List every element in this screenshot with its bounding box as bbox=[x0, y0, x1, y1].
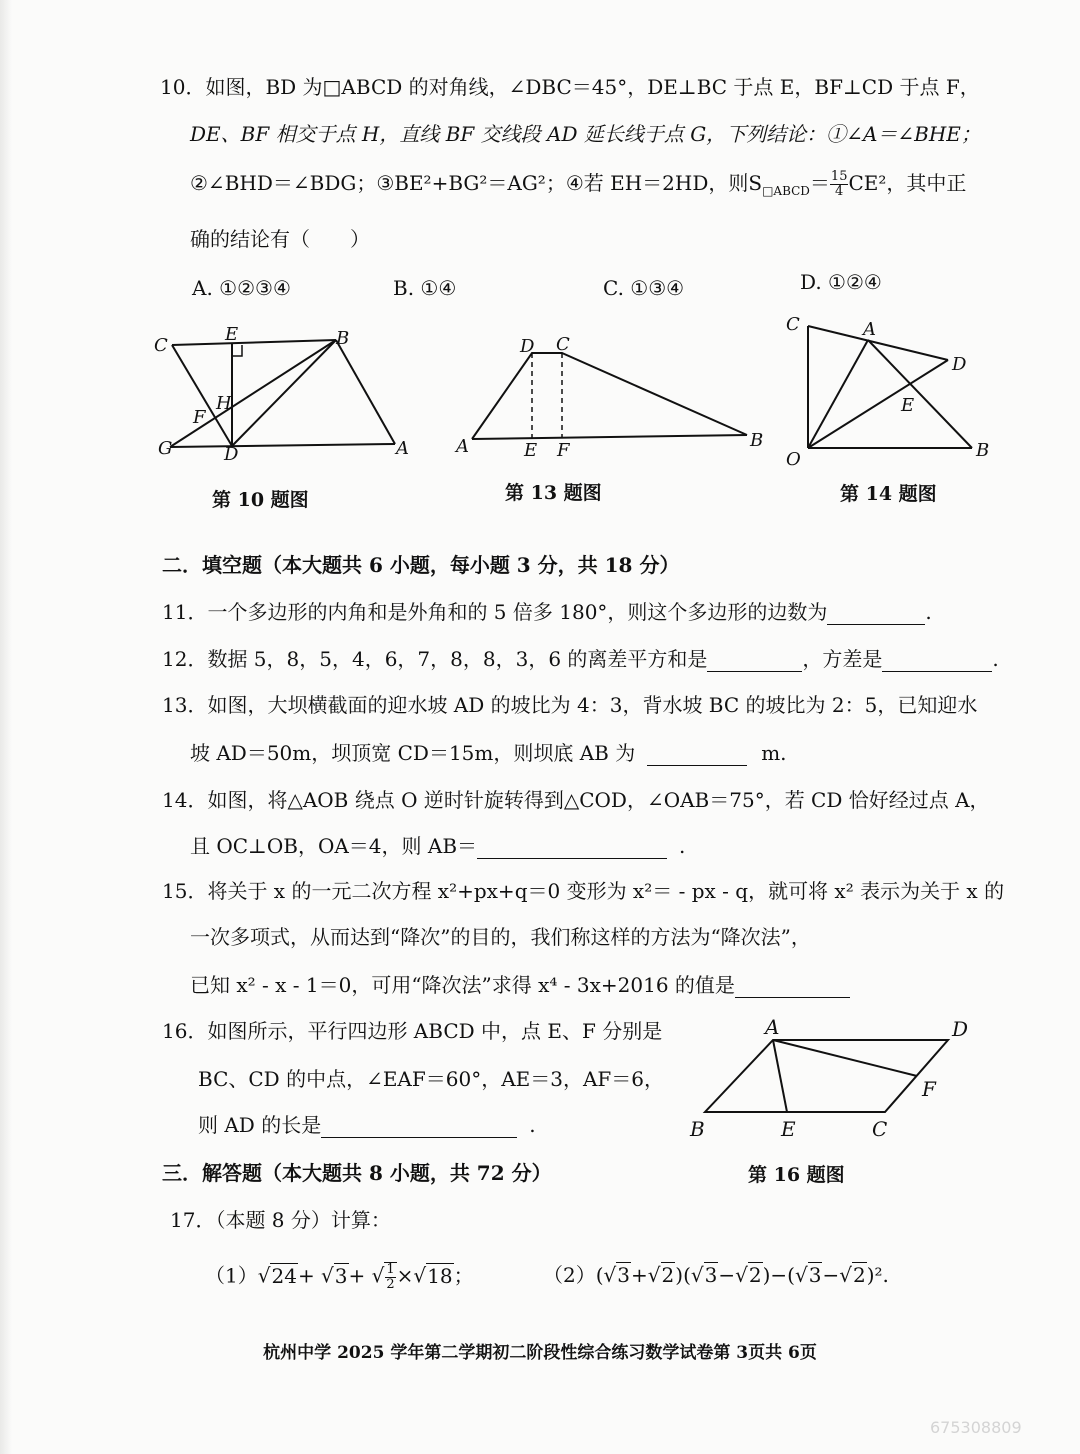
fig10-segment-bd bbox=[232, 340, 336, 446]
q13-line2 bbox=[190, 740, 787, 766]
fig10-label-f: F bbox=[193, 407, 206, 428]
fig16-segment-ae bbox=[773, 1040, 787, 1112]
q10-line3 bbox=[190, 170, 966, 204]
q17-p2-sqrt2-a: 2 bbox=[661, 1263, 675, 1287]
fig13-label-e: E bbox=[524, 440, 538, 461]
fig10-label-g: G bbox=[158, 438, 173, 459]
q14-answer-blank[interactable] bbox=[477, 838, 667, 859]
q13-line1: 13．如图，大坝横截面的迎水坡 AD 的坡比为 4：3，背水坡 BC 的坡比为 2：5，已知迎水 bbox=[162, 693, 978, 717]
fig10-label-e: E bbox=[225, 324, 239, 345]
q16-line3 bbox=[198, 1112, 536, 1138]
fig10-segment-bg bbox=[170, 340, 336, 447]
q10-line3-end: CE²，其中正 bbox=[848, 171, 967, 195]
q13-answer-blank[interactable] bbox=[647, 745, 747, 766]
fig14-label-c: C bbox=[786, 314, 800, 335]
fig13-label-c: C bbox=[556, 334, 570, 355]
q17-p2-sqrt2-c: 2 bbox=[852, 1263, 866, 1287]
fig10-segment-cb bbox=[172, 340, 336, 345]
figure-14 bbox=[780, 310, 1000, 470]
q13-line2-text: 坡 AD＝50m，坝顶宽 CD＝15m，则坝底 AB 为 bbox=[190, 741, 636, 765]
q14-line2-text: 且 OC⊥OB，OA＝4，则 AB＝ bbox=[190, 834, 478, 858]
q16-line1: 16．如图所示，平行四边形 ABCD 中，点 E、F 分别是 bbox=[162, 1019, 663, 1043]
q14-line1: 14．如图，将△AOB 绕点 O 逆时针旋转得到△COD，∠OAB＝75°，若 CD 恰好经过点 A， bbox=[162, 788, 990, 812]
figure-13 bbox=[450, 328, 770, 463]
fig16-segment-af bbox=[773, 1040, 917, 1076]
q17-p1-end: ； bbox=[453, 1263, 474, 1288]
fig14-label-e: E bbox=[901, 395, 915, 416]
q17-title: 17．（本题 8 分）计算： bbox=[170, 1208, 391, 1232]
page-footer: 杭州中学 2025 学年第二学期初二阶段性综合练习数学试卷第 3页共 6页 bbox=[263, 1343, 817, 1363]
q10-option-b[interactable]: B. ①④ bbox=[393, 276, 457, 300]
q17-part1: （1）√24+ √3+ √ $\frac{1}{2}$ ×√18； bbox=[205, 1262, 474, 1292]
fig14-segment-oa bbox=[808, 340, 868, 448]
q16-end: . bbox=[529, 1113, 536, 1137]
q11-end: . bbox=[925, 600, 932, 624]
q17-p2-sqrt3-c: 3 bbox=[808, 1263, 822, 1287]
q12-answer-blank-1[interactable] bbox=[707, 651, 802, 672]
q12-mid: ，方差是 bbox=[802, 647, 883, 671]
q17-p1-half-den: 2 bbox=[386, 1277, 395, 1292]
q12-text: 12．数据 5，8，5，4，6，7，8，8，3，6 的离差平方和是 bbox=[162, 647, 708, 671]
fig16-label-b: B bbox=[690, 1117, 705, 1141]
q17-p1-sqrt24: 24 bbox=[271, 1263, 297, 1288]
q12-answer-blank-2[interactable] bbox=[882, 651, 992, 672]
fig13-label-d: D bbox=[520, 336, 535, 357]
figure-16 bbox=[680, 1010, 980, 1145]
fig16-label-e: E bbox=[781, 1117, 796, 1141]
fig10-label-b: B bbox=[336, 328, 350, 349]
watermark-id: 675308809 bbox=[930, 1418, 1022, 1437]
q17-p2-label: （2） bbox=[543, 1263, 596, 1287]
fig14-segment-od bbox=[808, 360, 948, 448]
fig10-segment-ga bbox=[170, 444, 395, 447]
q14-end: . bbox=[679, 834, 686, 858]
q10-line4: 确的结论有（ ） bbox=[190, 227, 370, 251]
q10-area-subscript: □ABCD bbox=[762, 184, 810, 198]
fig14-label-o: O bbox=[786, 449, 801, 470]
q10-option-d[interactable]: D. ①②④ bbox=[800, 270, 882, 294]
q17-p1-sqrt18: 18 bbox=[427, 1263, 453, 1288]
fig10-label-d: D bbox=[224, 444, 239, 465]
fig14-label-d: D bbox=[952, 354, 967, 375]
fig16-label-d: D bbox=[952, 1017, 969, 1041]
q15-answer-blank[interactable] bbox=[735, 977, 850, 998]
fig10-right-angle-mark bbox=[232, 345, 242, 356]
fig10-label-c: C bbox=[154, 335, 168, 356]
q16-line2: BC、CD 的中点，∠EAF＝60°，AE＝3，AF＝6， bbox=[198, 1067, 665, 1091]
q17-p2-sqrt2-b: 2 bbox=[748, 1263, 762, 1287]
section3-title: 三．解答题（本大题共 8 小题，共 72 分） bbox=[162, 1161, 552, 1185]
fig10-segment-ba bbox=[336, 340, 395, 444]
q15-line3-text: 已知 x² - x - 1＝0，可用“降次法”求得 x⁴ - 3x+2016 的值是 bbox=[190, 973, 735, 997]
q10-line1: 10．如图，BD 为□ABCD 的对角线，∠DBC＝45°，DE⊥BC 于点 E，BF⊥CD 于点 F， bbox=[160, 75, 980, 99]
fig16-caption: 第 16 题图 bbox=[748, 1164, 845, 1186]
fig13-caption: 第 13 题图 bbox=[505, 482, 602, 504]
fig13-label-b: B bbox=[750, 430, 764, 451]
fig13-label-a: A bbox=[456, 436, 469, 457]
fig14-label-a: A bbox=[863, 319, 876, 340]
fig10-label-h: H bbox=[216, 393, 232, 414]
q17-p1-sqrt3: 3 bbox=[334, 1263, 348, 1288]
figure-10 bbox=[150, 320, 420, 470]
q17-p2-sqrt3-b: 3 bbox=[704, 1263, 718, 1287]
q12 bbox=[162, 646, 999, 672]
q10-frac-num: 15 bbox=[830, 169, 848, 184]
q10-fraction bbox=[830, 170, 849, 199]
q13-unit: m. bbox=[761, 741, 787, 765]
q16-line3-text: 则 AD 的长是 bbox=[198, 1113, 322, 1137]
q10-option-c[interactable]: C. ①③④ bbox=[603, 276, 685, 300]
q10-equals: ＝ bbox=[809, 171, 830, 195]
fig16-label-a: A bbox=[765, 1015, 780, 1039]
q10-line2: DE、BF 相交于点 H，直线 BF 交线段 AD 延长线于点 G，下列结论：①∠A＝∠BHE； bbox=[190, 122, 981, 146]
fig16-label-c: C bbox=[872, 1117, 888, 1141]
q17-part2: （2）(√3+√2)(√3−√2)−(√3−√2)². bbox=[543, 1263, 889, 1287]
fig16-label-f: F bbox=[922, 1077, 936, 1101]
q17-p1-sqrt-half bbox=[384, 1262, 396, 1292]
q11 bbox=[162, 599, 932, 625]
q11-text: 11．一个多边形的内角和是外角和的 5 倍多 180°，则这个多边形的边数为 bbox=[162, 600, 828, 624]
fig14-label-b: B bbox=[976, 440, 990, 461]
fig14-caption: 第 14 题图 bbox=[840, 483, 937, 505]
section2-title: 二．填空题（本大题共 6 小题，每小题 3 分，共 18 分） bbox=[162, 553, 680, 577]
q15-line1: 15．将关于 x 的一元二次方程 x²+px+q＝0 变形为 x²＝ - px - q，就可将 x² 表示为关于 x 的 bbox=[162, 879, 1005, 903]
fig16-parallelogram-abcd bbox=[705, 1040, 948, 1112]
fig13-dam-outline bbox=[472, 353, 747, 439]
fig10-label-a: A bbox=[396, 438, 409, 459]
q17-p1-half-num: 1 bbox=[386, 1262, 395, 1277]
fig14-segment-cd bbox=[808, 326, 948, 360]
fig13-base-ab bbox=[472, 435, 747, 439]
q14-line2 bbox=[190, 833, 685, 859]
fig10-caption: 第 10 题图 bbox=[212, 489, 309, 511]
scan-edge-shadow bbox=[0, 0, 12, 1454]
q10-option-a[interactable]: A. ①②③④ bbox=[192, 276, 291, 300]
q15-line2: 一次多项式，从而达到“降次”的目的，我们称这样的方法为“降次法”， bbox=[190, 925, 811, 949]
q10-frac-den: 4 bbox=[835, 184, 844, 199]
q11-answer-blank[interactable] bbox=[827, 604, 925, 625]
q17-p2-sqrt3-a: 3 bbox=[617, 1263, 631, 1287]
q15-line3 bbox=[190, 972, 850, 998]
q10-line3-text: ②∠BHD＝∠BDG；③BE²+BG²＝AG²；④若 EH＝2HD，则S bbox=[190, 171, 763, 195]
q16-answer-blank[interactable] bbox=[321, 1117, 517, 1138]
q12-end: . bbox=[992, 647, 999, 671]
fig13-label-f: F bbox=[557, 440, 570, 461]
q17-p1-label: （1） bbox=[205, 1263, 258, 1288]
